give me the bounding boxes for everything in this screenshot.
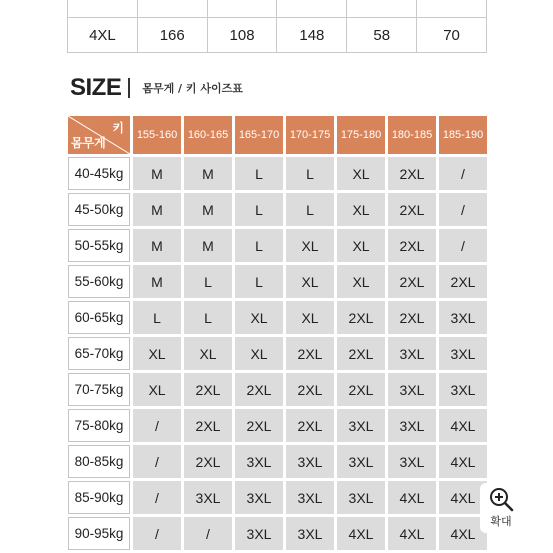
- size-heading: [70, 74, 243, 102]
- previous-size-table: [67, 0, 487, 53]
- size-cell: 3XL: [235, 445, 283, 478]
- size-cell: 4XL: [439, 409, 487, 442]
- weight-row-header: 60-65kg: [68, 301, 130, 334]
- height-column-header: 180-185: [388, 116, 436, 154]
- size-cell: 2XL: [337, 301, 385, 334]
- table-row: [68, 229, 487, 262]
- size-cell: /: [439, 229, 487, 262]
- size-cell: 4XL: [439, 481, 487, 514]
- size-cell: M: [184, 229, 232, 262]
- table-cell: 58: [347, 18, 417, 53]
- size-cell: 3XL: [388, 337, 436, 370]
- size-cell: XL: [286, 229, 334, 262]
- size-cell: L: [133, 301, 181, 334]
- size-cell: /: [439, 157, 487, 190]
- size-chart-header-row: [68, 116, 487, 154]
- size-cell: 3XL: [337, 445, 385, 478]
- weight-row-header: 40-45kg: [68, 157, 130, 190]
- weight-axis-label: 몸무게: [71, 136, 106, 150]
- weight-row-header: 75-80kg: [68, 409, 130, 442]
- size-cell: 3XL: [286, 481, 334, 514]
- size-cell: 3XL: [388, 373, 436, 406]
- zoom-button[interactable]: [480, 483, 522, 533]
- table-cell: 108: [207, 18, 277, 53]
- table-row: [68, 301, 487, 334]
- height-column-header: 175-180: [337, 116, 385, 154]
- height-column-header: 185-190: [439, 116, 487, 154]
- size-cell: M: [184, 193, 232, 226]
- previous-table-spacer-row: [68, 0, 487, 18]
- size-cell: XL: [235, 301, 283, 334]
- table-cell: 166: [137, 18, 207, 53]
- size-cell: 2XL: [184, 445, 232, 478]
- size-cell: 2XL: [388, 193, 436, 226]
- corner-header-cell: [68, 116, 130, 154]
- size-cell: L: [184, 301, 232, 334]
- size-cell: 3XL: [439, 373, 487, 406]
- height-column-header: 155-160: [133, 116, 181, 154]
- table-row: [68, 157, 487, 190]
- size-cell: M: [133, 229, 181, 262]
- size-chart-table: [65, 113, 490, 553]
- table-row: [68, 481, 487, 514]
- table-row: [68, 373, 487, 406]
- size-cell: 4XL: [439, 445, 487, 478]
- size-cell: /: [439, 193, 487, 226]
- weight-row-header: 80-85kg: [68, 445, 130, 478]
- size-cell: XL: [337, 157, 385, 190]
- size-subtitle: 몸무게 / 키 사이즈표: [142, 82, 243, 95]
- size-cell: /: [133, 409, 181, 442]
- size-cell: 3XL: [337, 409, 385, 442]
- table-cell: 4XL: [68, 18, 138, 53]
- size-cell: 2XL: [388, 157, 436, 190]
- weight-row-header: 45-50kg: [68, 193, 130, 226]
- size-cell: L: [235, 229, 283, 262]
- size-cell: M: [133, 265, 181, 298]
- size-cell: L: [184, 265, 232, 298]
- size-cell: XL: [235, 337, 283, 370]
- size-cell: 3XL: [439, 301, 487, 334]
- table-row: [68, 445, 487, 478]
- weight-row-header: 55-60kg: [68, 265, 130, 298]
- size-cell: 3XL: [235, 517, 283, 550]
- size-cell: L: [235, 157, 283, 190]
- size-cell: 2XL: [286, 373, 334, 406]
- size-cell: 4XL: [388, 481, 436, 514]
- table-cell: 70: [417, 18, 487, 53]
- size-cell: XL: [133, 373, 181, 406]
- table-cell: 148: [277, 18, 347, 53]
- height-column-header: 170-175: [286, 116, 334, 154]
- size-cell: /: [133, 445, 181, 478]
- weight-row-header: 90-95kg: [68, 517, 130, 550]
- size-cell: XL: [133, 337, 181, 370]
- zoom-in-icon: [488, 486, 514, 512]
- weight-row-header: 70-75kg: [68, 373, 130, 406]
- size-cell: 2XL: [235, 409, 283, 442]
- size-cell: 2XL: [235, 373, 283, 406]
- size-cell: 3XL: [235, 481, 283, 514]
- height-axis-label: 키: [112, 121, 124, 135]
- size-cell: 3XL: [286, 445, 334, 478]
- size-cell: 2XL: [184, 409, 232, 442]
- table-row: [68, 193, 487, 226]
- weight-row-header: 50-55kg: [68, 229, 130, 262]
- size-cell: 2XL: [286, 337, 334, 370]
- size-cell: 2XL: [388, 301, 436, 334]
- size-cell: M: [184, 157, 232, 190]
- size-cell: XL: [337, 193, 385, 226]
- heading-divider: [128, 78, 130, 98]
- size-cell: 2XL: [337, 373, 385, 406]
- table-row: [68, 409, 487, 442]
- size-cell: 2XL: [388, 265, 436, 298]
- size-cell: XL: [286, 301, 334, 334]
- zoom-label: 확대: [490, 515, 512, 528]
- height-column-header: 165-170: [235, 116, 283, 154]
- size-cell: L: [235, 265, 283, 298]
- size-cell: /: [133, 481, 181, 514]
- size-cell: L: [286, 157, 334, 190]
- size-cell: 4XL: [337, 517, 385, 550]
- previous-table-row-4xl: [68, 18, 487, 53]
- size-cell: XL: [286, 265, 334, 298]
- size-cell: 3XL: [286, 517, 334, 550]
- weight-row-header: 65-70kg: [68, 337, 130, 370]
- weight-row-header: 85-90kg: [68, 481, 130, 514]
- size-cell: XL: [337, 229, 385, 262]
- size-cell: M: [133, 193, 181, 226]
- table-row: [68, 337, 487, 370]
- size-cell: /: [133, 517, 181, 550]
- size-cell: M: [133, 157, 181, 190]
- size-cell: 4XL: [388, 517, 436, 550]
- size-cell: XL: [337, 265, 385, 298]
- height-column-header: 160-165: [184, 116, 232, 154]
- size-cell: 3XL: [439, 337, 487, 370]
- size-cell: L: [286, 193, 334, 226]
- size-cell: /: [184, 517, 232, 550]
- size-cell: 2XL: [184, 373, 232, 406]
- size-cell: 2XL: [439, 265, 487, 298]
- size-cell: 2XL: [388, 229, 436, 262]
- size-cell: 3XL: [337, 481, 385, 514]
- size-cell: 4XL: [439, 517, 487, 550]
- table-row: [68, 517, 487, 550]
- size-cell: XL: [184, 337, 232, 370]
- size-cell: 2XL: [337, 337, 385, 370]
- size-cell: 3XL: [388, 409, 436, 442]
- size-cell: 3XL: [184, 481, 232, 514]
- table-row: [68, 265, 487, 298]
- size-cell: 3XL: [388, 445, 436, 478]
- size-cell: L: [235, 193, 283, 226]
- size-cell: 2XL: [286, 409, 334, 442]
- size-title: SIZE: [70, 74, 122, 101]
